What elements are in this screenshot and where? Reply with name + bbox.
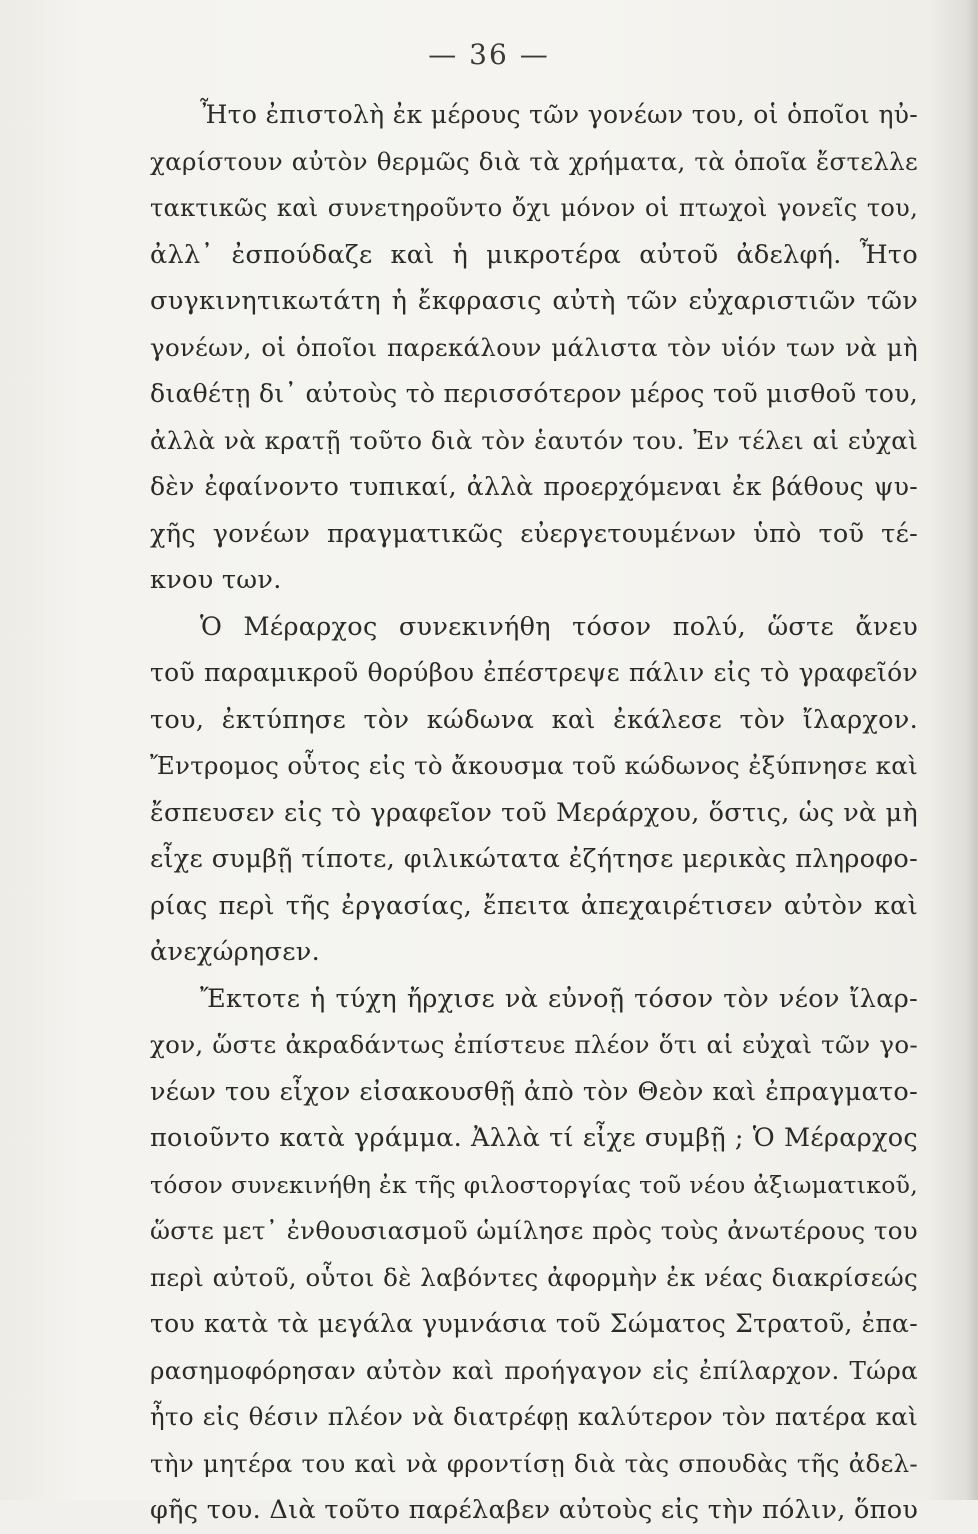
- text-line: τόσον συνεκινήθη ἐκ τῆς φιλοστοργίας τοῦ νέου ἀξιωματικοῦ,: [150, 1170, 918, 1199]
- text-line: ἀνεχώρησεν.: [150, 937, 320, 967]
- text-line: ρασημοφόρησαν αὐτὸν καὶ προήγαγον εἰς ἐπίλαρχον. Τώρα: [150, 1355, 918, 1385]
- text-line: ἀλλ᾽ ἐσπούδαζε καὶ ἡ μικροτέρα αὐτοῦ ἀδελφή. Ἦτο: [150, 239, 918, 270]
- text-line: ἦτο εἰς θέσιν πλέον νὰ διατρέφῃ καλύτερον τὸν πατέρα καὶ: [150, 1402, 918, 1431]
- text-line: ὥστε μετ᾽ ἐνθουσιασμοῦ ὡμίλησε πρὸς τοὺς ἀνωτέρους του: [150, 1216, 918, 1245]
- text-line: ἔσπευσεν εἰς τὸ γραφεῖον τοῦ Μεράρχου, ὅστις, ὡς νὰ μὴ: [150, 797, 918, 828]
- text-line: γονέων, οἱ ὁποῖοι παρεκάλουν μάλιστα τὸν υἱόν των νὰ μὴ: [150, 332, 918, 362]
- text-line: χῆς γονέων πραγματικῶς εὐεργετουμένων ὑπὸ τοῦ τέ-: [150, 518, 918, 549]
- text-line: του, ἐκτύπησε τὸν κώδωνα καὶ ἐκάλεσε τὸν ἴλαρχον.: [150, 704, 918, 735]
- text-line: κνου των.: [150, 565, 282, 595]
- text-line: Ὁ Μέραρχος συνεκινήθη τόσον πολύ, ὥστε ἄνευ: [200, 611, 918, 642]
- page-edge-shadow: [964, 0, 978, 1500]
- text-line: δὲν ἐφαίνοντο τυπικαί, ἀλλὰ προερχόμεναι ἐκ βάθους ψυ-: [150, 472, 918, 501]
- text-line: νέων του εἶχον εἰσακουσθῇ ἀπὸ τὸν Θεὸν καὶ ἐπραγματο-: [150, 1076, 918, 1107]
- text-line: χον, ὥστε ἀκραδάντως ἐπίστευε πλέον ὅτι αἱ εὐχαὶ τῶν γο-: [150, 1030, 918, 1059]
- text-line: τακτικῶς καὶ συνετηροῦντο ὄχι μόνον οἱ πτωχοὶ γονεῖς του,: [150, 194, 918, 222]
- text-line: χαρίστουν αὐτὸν θερμῶς διὰ τὰ χρήματα, τὰ ὁποῖα ἔστελλε: [150, 146, 918, 176]
- text-line: διαθέτῃ δι᾽ αὐτοὺς τὸ περισσότερον μέρος τοῦ μισθοῦ του,: [150, 379, 918, 408]
- text-line: Ἔντρομος οὗτος εἰς τὸ ἄκουσμα τοῦ κώδωνος ἐξύπνησε καὶ: [150, 751, 918, 780]
- text-line: τοῦ παραμικροῦ θορύβου ἐπέστρεψε πάλιν εἰς τὸ γραφεῖόν: [150, 658, 918, 687]
- text-line: Ἦτο ἐπιστολὴ ἐκ μέρους τῶν γονέων του, οἱ ὁποῖοι ηὐ-: [200, 100, 918, 129]
- text-line: τὴν μητέρα του καὶ νὰ φροντίσῃ διὰ τὰς σπουδὰς τῆς ἀδελ-: [150, 1448, 918, 1478]
- text-line: περὶ αὐτοῦ, οὗτοι δὲ λαβόντες ἀφορμὴν ἐκ νέας διακρίσεώς: [150, 1262, 918, 1292]
- text-line: Ἔκτοτε ἡ τύχη ἤρχισε νὰ εὐνοῇ τόσον τὸν νέον ἴλαρ-: [200, 983, 918, 1014]
- body-text: [150, 92, 918, 1534]
- text-line: εἶχε συμβῇ τίποτε, φιλικώτατα ἐζήτησε μερικὰς πληροφο-: [150, 844, 918, 874]
- text-line: ποιοῦντο κατὰ γράμμα. Ἀλλὰ τί εἶχε συμβῇ ; Ὁ Μέραρχος: [150, 1123, 918, 1153]
- text-line: ἀλλὰ νὰ κρατῇ τοῦτο διὰ τὸν ἑαυτόν του. Ἐν τέλει αἱ εὐχαὶ: [150, 425, 918, 455]
- text-line: συγκινητικωτάτη ἡ ἔκφρασις αὐτὴ τῶν εὐχαριστιῶν τῶν: [150, 286, 918, 316]
- text-line: του κατὰ τὰ μεγάλα γυμνάσια τοῦ Σώματος Στρατοῦ, ἐπα-: [150, 1309, 918, 1338]
- page-number: — 36 —: [428, 38, 550, 71]
- text-line: ρίας περὶ τῆς ἐργασίας, ἔπειτα ἀπεχαιρέτισεν αὐτὸν καὶ: [150, 890, 918, 921]
- text-line: φῆς του. Διὰ τοῦτο παρέλαβεν αὐτοὺς εἰς τὴν πόλιν, ὅπου: [150, 1495, 919, 1525]
